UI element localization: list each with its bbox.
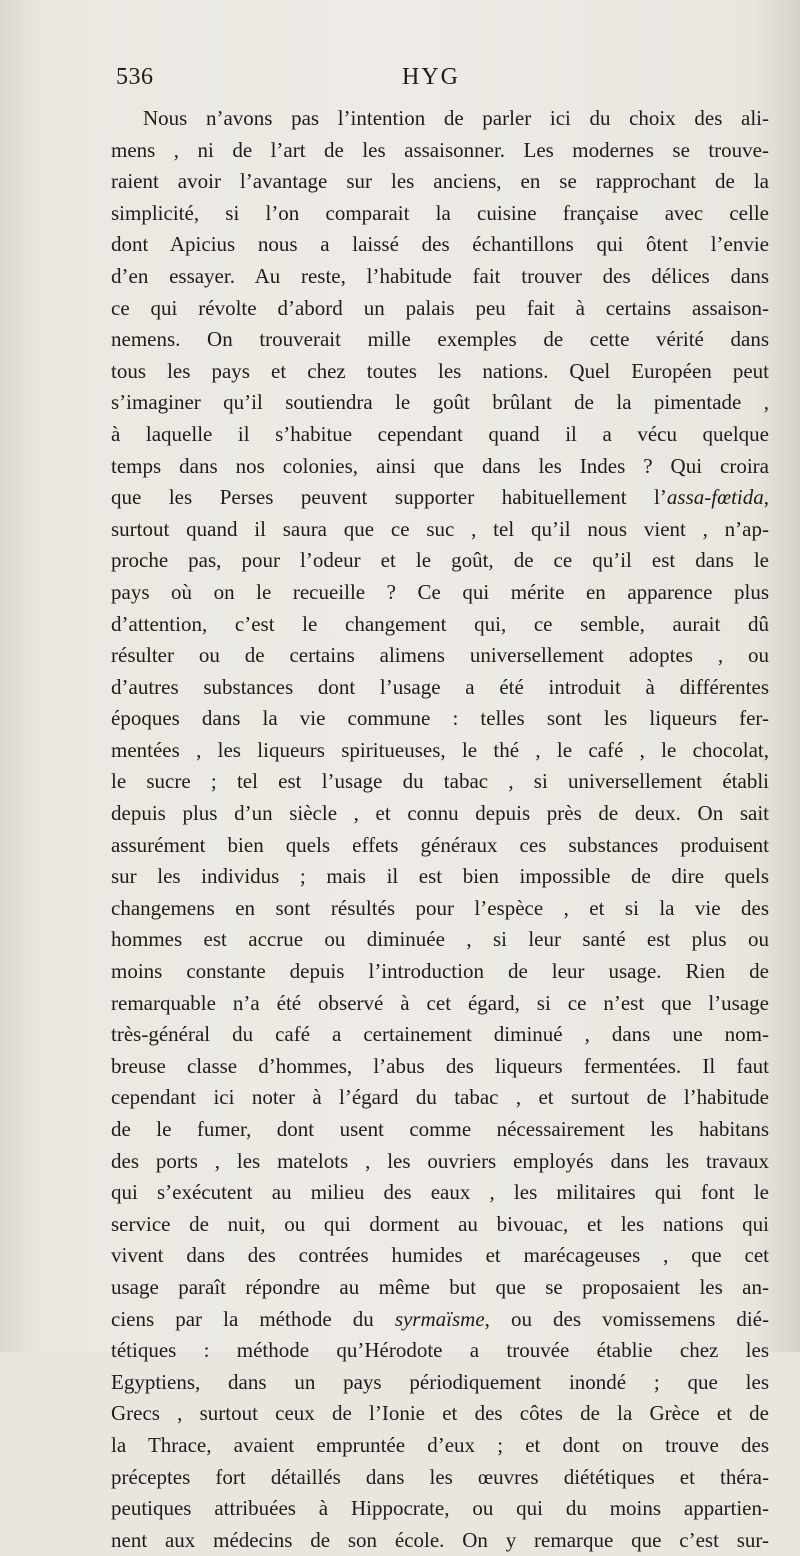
text-line: d’en essayer. Au reste, l’habitude fait trouver des délices dans <box>111 263 769 288</box>
text-line: cependant ici noter à l’égard du tabac , et surtout de l’habitude <box>111 1085 769 1110</box>
text-line: qui s’exécutent au milieu des eaux , les militaires qui font le <box>111 1180 769 1205</box>
body-text <box>111 103 769 1556</box>
text-line: assurément bien quels effets généraux ces substances produisent <box>111 832 769 857</box>
text-line: très-général du café a certainement diminué , dans une nom- <box>111 1022 769 1047</box>
text-line: Nous n’avons pas l’intention de parler ici du choix des ali- <box>143 106 769 130</box>
text-line: Grecs , surtout ceux de l’Ionie et des côtes de la Grèce et de <box>111 1401 769 1426</box>
text-segment: que les Perses peuvent supporter habituellement l’ <box>111 485 667 510</box>
text-line: ce qui révolte d’abord un palais peu fait à certains assaison- <box>111 295 769 320</box>
page-number: 536 <box>116 64 154 90</box>
text-line: sur les individus ; mais il est bien impossible de dire quels <box>111 864 769 889</box>
text-line: vivent dans des contrées humides et marécageuses , que cet <box>111 1243 769 1268</box>
text-line: proche pas, pour l’odeur et le goût, de ce qu’il est dans le <box>111 548 769 573</box>
text-line: de le fumer, dont usent comme nécessairement les habitans <box>111 1117 769 1141</box>
running-head: HYG <box>402 64 460 90</box>
text-line: à laquelle il s’habitue cependant quand il a vécu quelque <box>111 421 769 446</box>
text-line: la Thrace, avaient empruntée d’eux ; et dont on trouve des <box>111 1432 769 1457</box>
italic-term-assa-foetida: assa-fœtida <box>666 485 764 510</box>
text-line: d’autres substances dont l’usage a été introduit à différentes <box>111 674 769 699</box>
text-line: époques dans la vie commune : telles sont les liqueurs fer- <box>111 706 769 731</box>
text-line: simplicité, si l’on comparait la cuisine française avec celle <box>111 200 769 225</box>
text-segment: ciens par la méthode du <box>111 1306 395 1331</box>
text-line-with-italic <box>111 482 769 514</box>
text-line: raient avoir l’avantage sur les anciens, en se rapprochant de la <box>111 169 769 194</box>
text-line: nemens. On trouverait mille exemples de cette vérité dans <box>111 327 769 352</box>
text-line: breuse classe d’hommes, l’abus des liqueurs fermentées. Il faut <box>111 1053 769 1078</box>
page-header <box>116 64 768 98</box>
text-line: d’attention, c’est le changement qui, ce semble, aurait dû <box>111 611 769 636</box>
text-line: service de nuit, ou qui dorment au bivouac, et les nations qui <box>111 1211 769 1236</box>
italic-term-syrmaisme: syrmaïsme <box>394 1306 485 1331</box>
text-line: des ports , les matelots , les ouvriers employés dans les travaux <box>111 1148 769 1173</box>
text-line: remarquable n’a été observé à cet égard, si ce n’est que l’usage <box>111 990 769 1015</box>
text-line: tous les pays et chez toutes les nations. Quel Européen peut <box>111 358 769 383</box>
text-line: Egyptiens, dans un pays périodiquement inondé ; que les <box>111 1369 769 1394</box>
text-line: peutiques attribuées à Hippocrate, ou qui du moins appartien- <box>111 1496 769 1521</box>
text-line: s’imaginer qu’il soutiendra le goût brûlant de la pimentade , <box>111 390 769 415</box>
text-line: préceptes fort détaillés dans les œuvres diététiques et théra- <box>111 1464 769 1489</box>
text-line: pays où on le recueille ? Ce qui mérite en apparence plus <box>111 579 769 604</box>
text-line: dont Apicius nous a laissé des échantillons qui ôtent l’envie <box>111 232 769 257</box>
text-line: depuis plus d’un siècle , et connu depuis près de deux. On sait <box>111 801 769 826</box>
text-segment: , ou des vomissemens dié- <box>484 1306 769 1331</box>
text-line: hommes est accrue ou diminuée , si leur santé est plus ou <box>111 927 769 952</box>
text-line: le sucre ; tel est l’usage du tabac , si universellement établi <box>111 769 769 794</box>
text-line-with-italic <box>111 1304 769 1336</box>
text-line: tétiques : méthode qu’Hérodote a trouvée établie chez les <box>111 1338 769 1363</box>
text-line: mentées , les liqueurs spiritueuses, le thé , le café , le chocolat, <box>111 737 769 762</box>
text-line: moins constante depuis l’introduction de leur usage. Rien de <box>111 959 769 984</box>
text-line: nent aux médecins de son école. On y remarque que c’est sur- <box>111 1527 769 1552</box>
text-line: mens , ni de l’art de les assaisonner. Les modernes se trouve- <box>111 137 769 162</box>
text-line: changemens en sont résultés pour l’espèce , et si la vie des <box>111 895 769 920</box>
text-line: surtout quand il saura que ce suc , tel qu’il nous vient , n’ap- <box>111 516 769 541</box>
text-segment: , <box>763 485 769 510</box>
text-line: temps dans nos colonies, ainsi que dans les Indes ? Qui croira <box>111 453 769 478</box>
text-line: usage paraît répondre au même but que se proposaient les an- <box>111 1274 769 1299</box>
text-line: résulter ou de certains alimens universellement adoptes , ou <box>111 643 769 668</box>
